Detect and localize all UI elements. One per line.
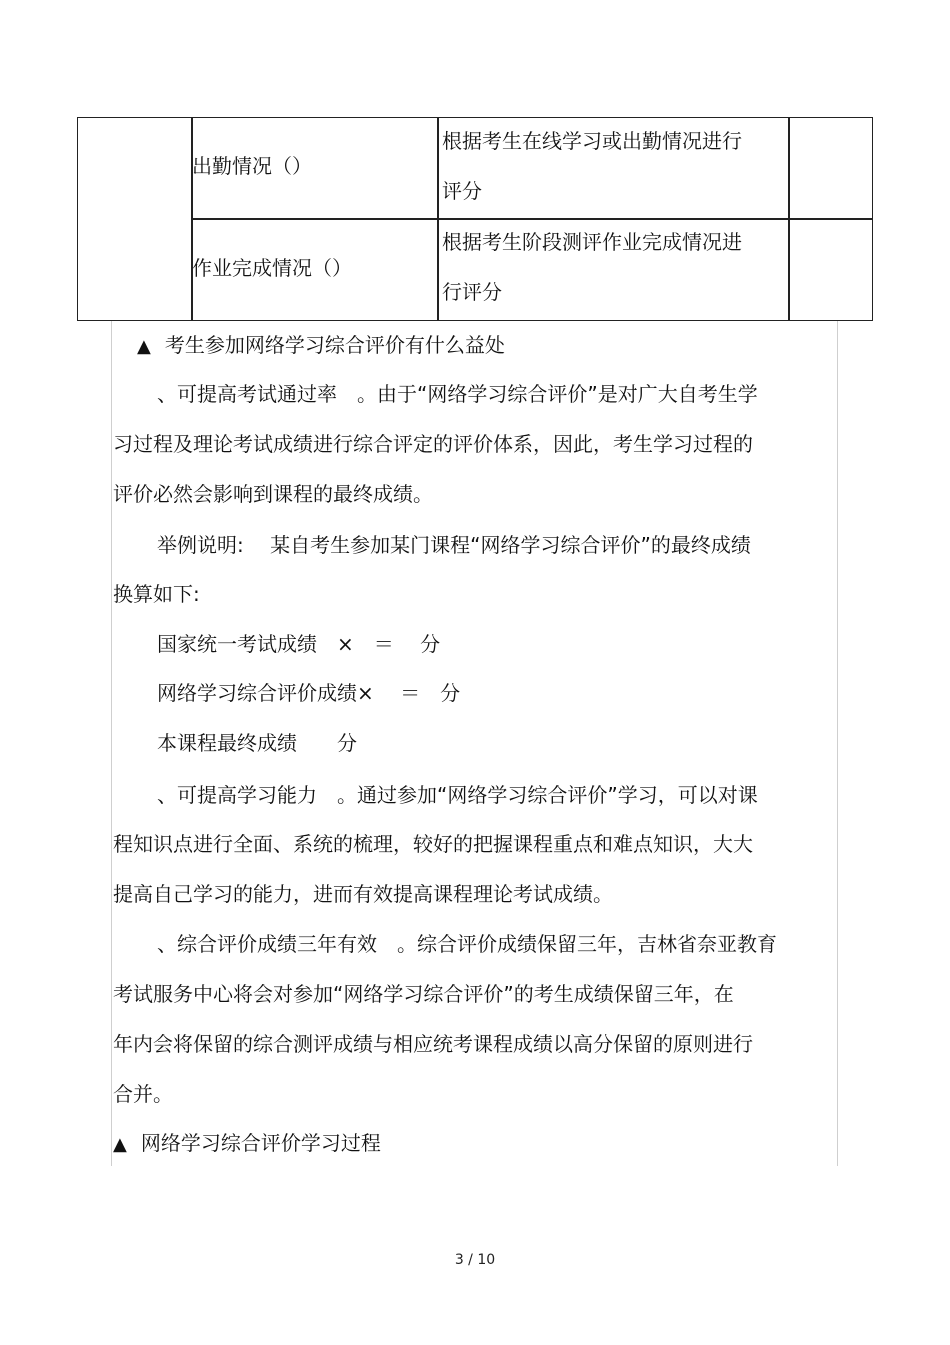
table-row-desc [437, 218, 790, 321]
paragraph-line: 年内会将保留的综合测评成绩与相应统考课程成绩以高分保留的原则进行 [113, 1032, 753, 1056]
triangle-icon: ▲ [137, 336, 151, 357]
table-left-merged-cell [77, 117, 193, 321]
paragraph-line: 、可提高学习能力 。通过参加“网络学习综合评价”学习，可以对课 [157, 783, 758, 807]
calc-line: 本课程最终成绩 分 [157, 731, 357, 755]
paragraph-line: 程知识点进行全面、系统的梳理，较好的把握课程重点和难点知识，大大 [113, 832, 753, 856]
table-row [191, 218, 439, 321]
table-row-score [788, 218, 873, 321]
content-left-rule [111, 321, 112, 1166]
paragraph-line: 、可提高考试通过率 。由于“网络学习综合评价”是对广大自考生学 [157, 382, 758, 406]
table-row-desc [437, 117, 790, 220]
row-desc-line2: 行评分 [442, 280, 502, 304]
row-desc-line2: 评分 [442, 179, 482, 203]
paragraph-line: 合并。 [113, 1082, 173, 1106]
calc-line: 国家统一考试成绩 × ＝ 分 [157, 632, 441, 656]
paragraph-line: 考试服务中心将会对参加“网络学习综合评价”的考生成绩保留三年，在 [113, 982, 734, 1006]
content-right-rule [837, 321, 838, 1166]
paragraph-line: 评价必然会影响到课程的最终成绩。 [113, 482, 433, 506]
row-desc-line1: 根据考生在线学习或出勤情况进行 [442, 129, 742, 153]
paragraph-line: 提高自己学习的能力，进而有效提高课程理论考试成绩。 [113, 882, 613, 906]
calc-line: 网络学习综合评价成绩× ＝ 分 [157, 681, 461, 705]
paragraph-line: 、综合评价成绩三年有效 。综合评价成绩保留三年，吉林省奈亚教育 [157, 932, 777, 956]
table-row [191, 117, 439, 220]
page-number: 3 / 10 [454, 1252, 496, 1268]
triangle-icon: ▲ [113, 1134, 127, 1155]
table-row-score [788, 117, 873, 220]
row-item-label: 出勤情况（） [192, 154, 312, 178]
row-item-label: 作业完成情况（） [192, 256, 352, 280]
paragraph-line: 举例说明: 某自考生参加某门课程“网络学习综合评价”的最终成绩 [157, 533, 751, 557]
paragraph-line: 习过程及理论考试成绩进行综合评定的评价体系，因此，考生学习过程的 [113, 432, 753, 456]
section-heading: ▲ 考生参加网络学习综合评价有什么益处 [137, 333, 505, 357]
row-desc-line1: 根据考生阶段测评作业完成情况进 [442, 230, 742, 254]
section-heading: ▲ 网络学习综合评价学习过程 [113, 1131, 381, 1155]
criteria-table [77, 117, 873, 321]
paragraph-line: 换算如下: [113, 582, 200, 606]
